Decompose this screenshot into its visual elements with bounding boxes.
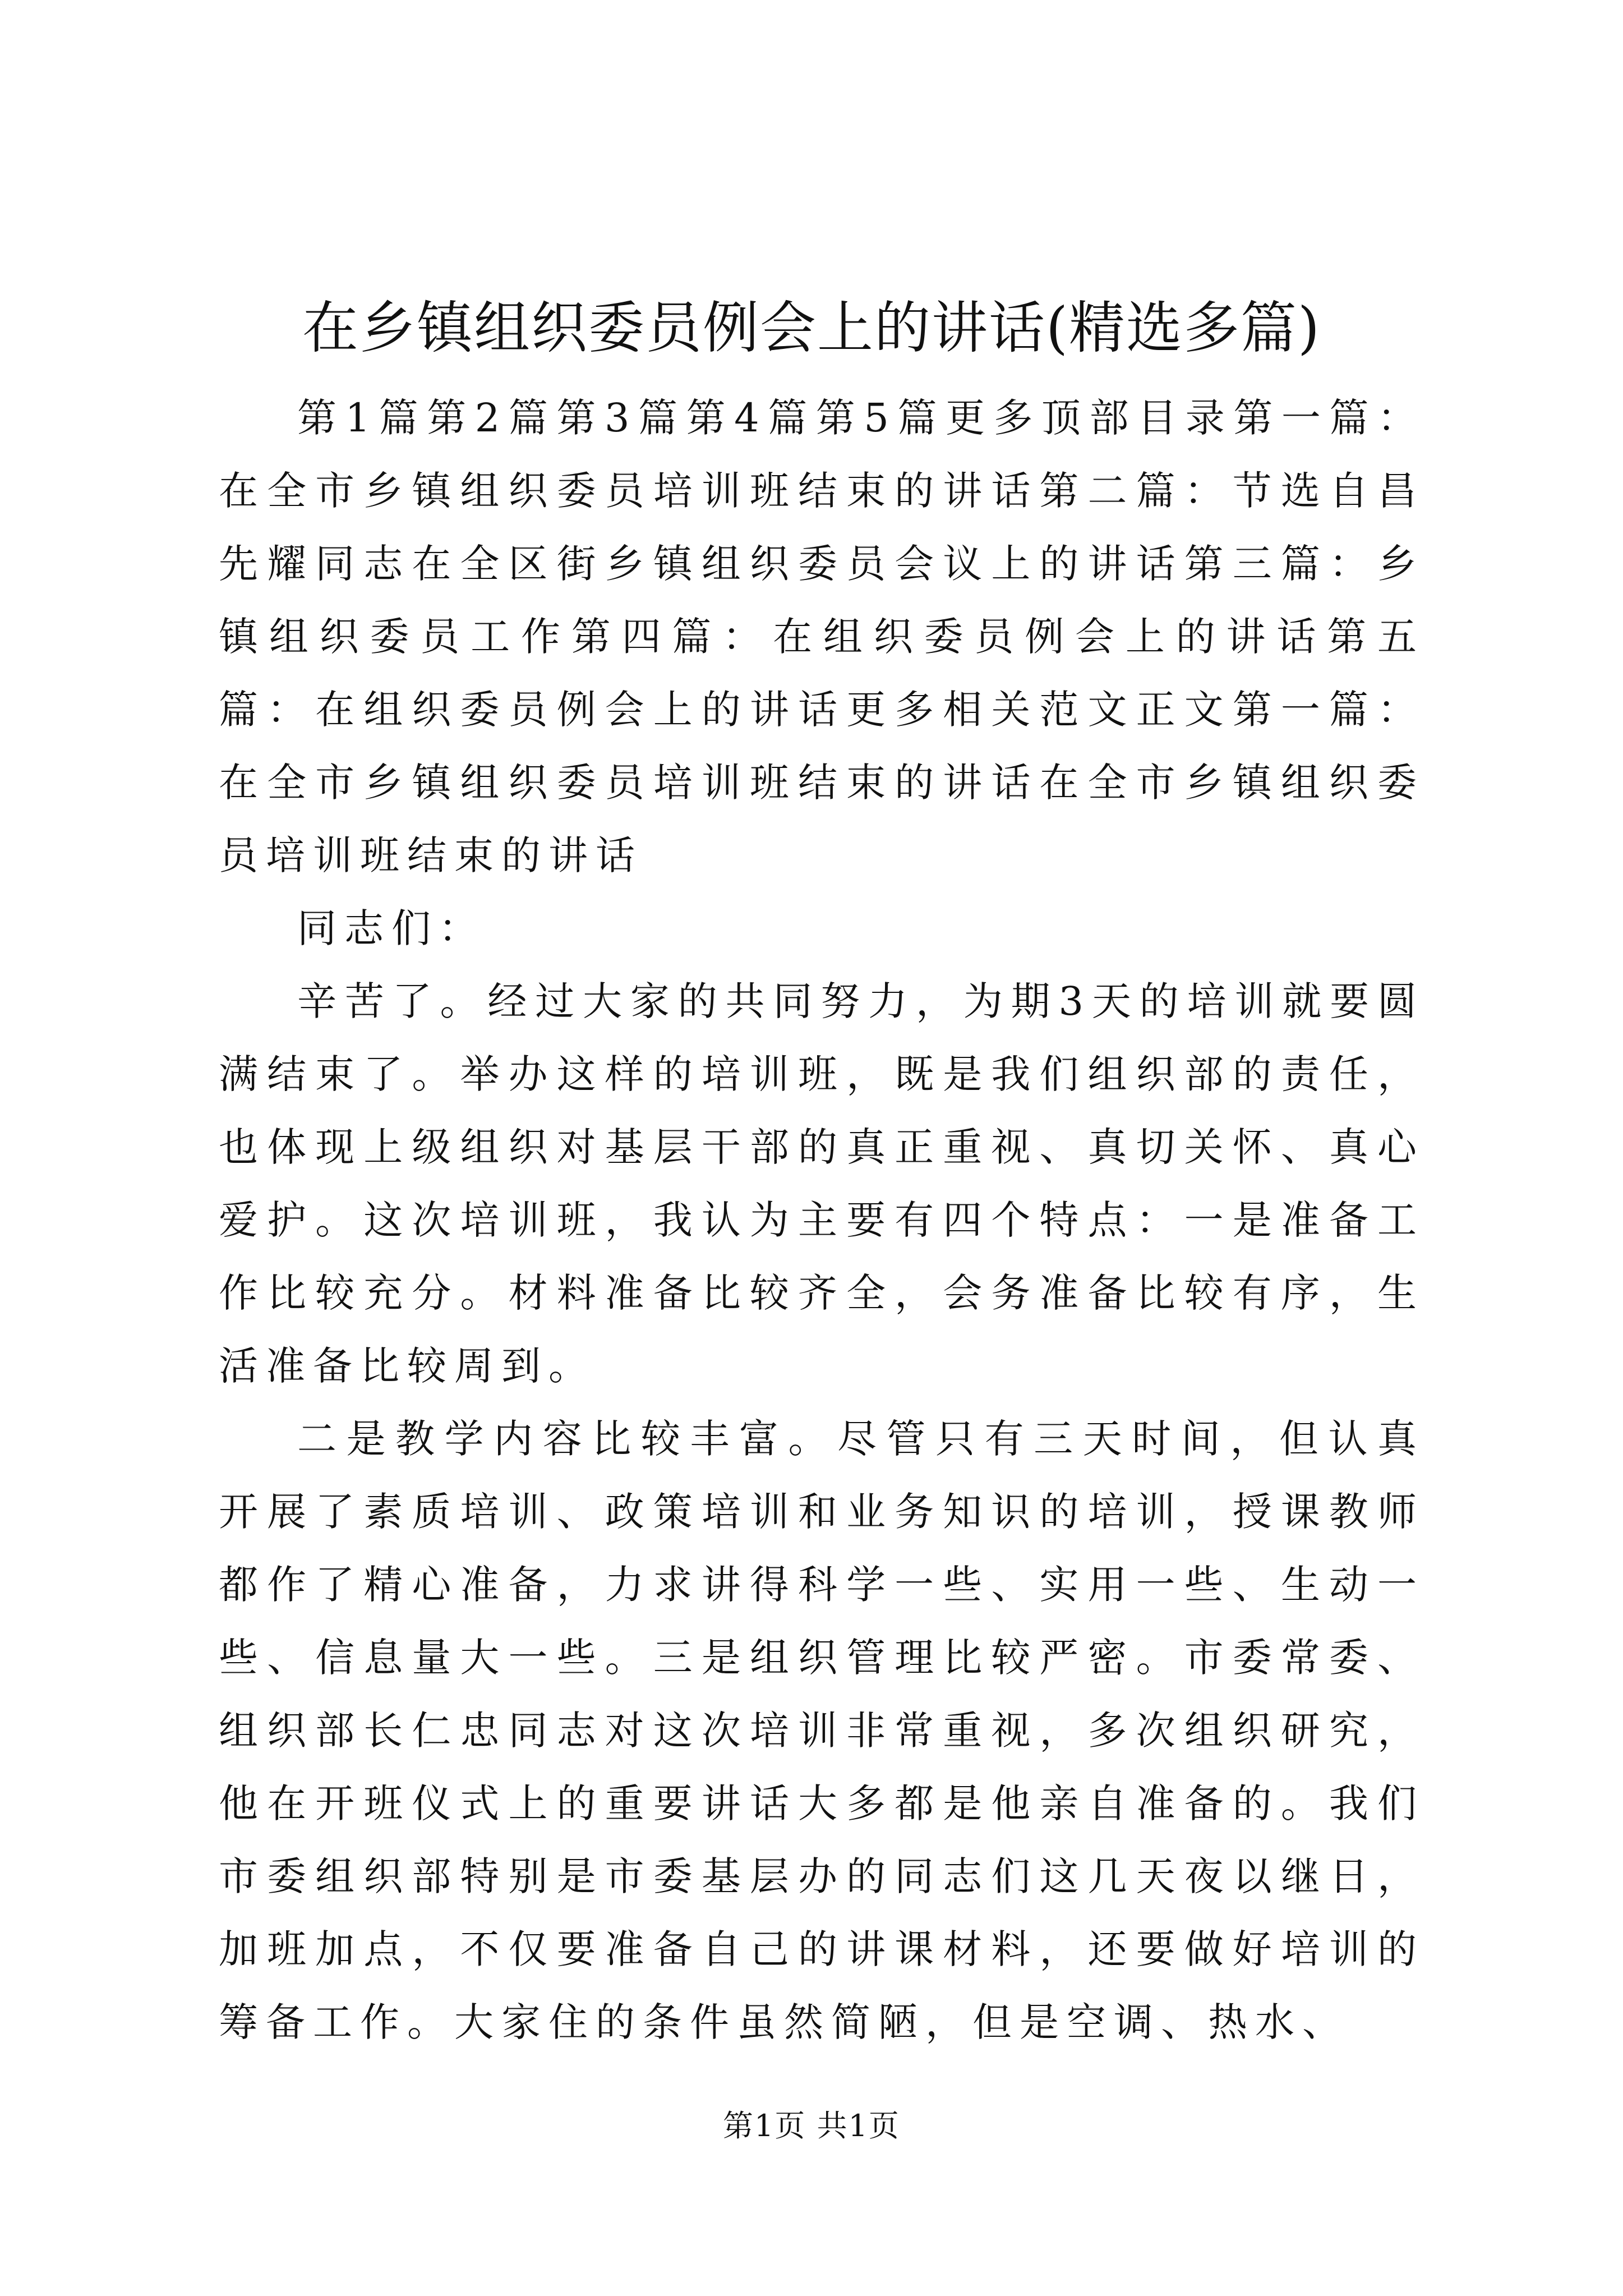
paragraph-1: 辛苦了。经过大家的共同努力，为期3天的培训就要圆满结束了。举办这样的培训班，既是我们组织部的责任，也体现上级组织对基层干部的真正重视、真切关怀、真心爱护。这次培训班，我认为主要有四个特点：一是准备工作比较充分。材料准备比较齐全，会务准备比较有序，生活准备比较周到。 <box>219 978 1424 1389</box>
paragraph-salutation: 同志们： <box>297 905 486 951</box>
paragraph-2: 二是教学内容比较丰富。尽管只有三天时间，但认真开展了素质培训、政策培训和业务知识的培训，授课教师都作了精心准备，力求讲得科学一些、实用一些、生动一些、信息量大一些。三是组织管理比较严密。市委常委、组织部长仁忠同志对这次培训非常重视，多次组织研究，他在开班仪式上的重要讲话大多都是他亲自准备的。我们市委组织部特别是市委基层办的同志们这几天夜以继日，加班加点，不仅要准备自己的讲课材料，还要做好培训的筹备工作。大家住的条件虽然简陋，但是空调、热水、 <box>219 1416 1424 2045</box>
document-title: 在乡镇组织委员例会上的讲话(精选多篇) <box>302 295 1321 361</box>
paragraph-toc: 第1篇第2篇第3篇第4篇第5篇更多顶部目录第一篇：在全市乡镇组织委员培训班结束的讲话第二篇：节选自昌先耀同志在全区街乡镇组织委员会议上的讲话第三篇：乡镇组织委员工作第四篇：在组织委员例会上的讲话第五篇：在组织委员例会上的讲话更多相关范文正文第一篇：在全市乡镇组织委员培训班结束的讲话在全市乡镇组织委员培训班结束的讲话 <box>219 395 1424 878</box>
page-footer: 第1页 共1页 <box>723 2108 900 2143</box>
document-body <box>219 381 1424 2059</box>
